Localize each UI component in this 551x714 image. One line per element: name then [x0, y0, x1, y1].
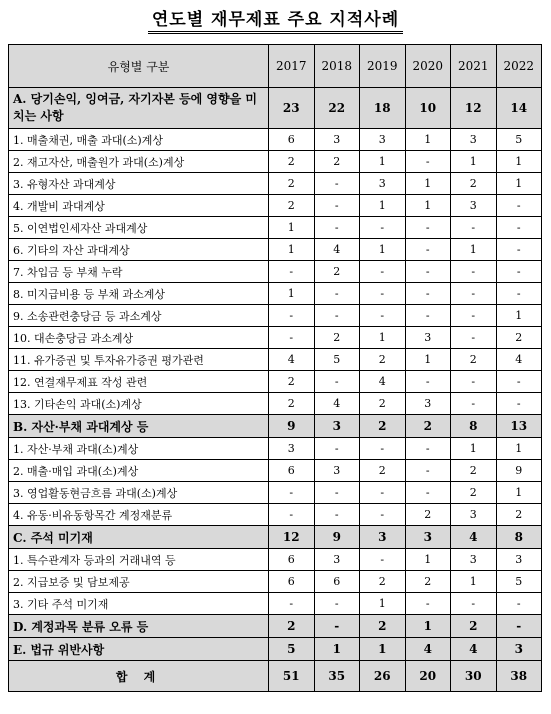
cell-value: 4 [496, 349, 542, 371]
cell-value: 6 [269, 549, 315, 571]
table-row [9, 327, 542, 349]
cell-value: 2 [451, 482, 497, 504]
cell-value: 18 [360, 88, 406, 129]
cell-value: - [451, 283, 497, 305]
cell-value: 23 [269, 88, 315, 129]
cell-value: 4 [405, 638, 451, 661]
cell-value: - [451, 305, 497, 327]
cell-value: 4 [451, 526, 497, 549]
cell-value: 2 [451, 460, 497, 482]
cell-value: 4 [314, 239, 360, 261]
row-label: 7. 차입금 등 부채 누락 [9, 261, 269, 283]
table-row [9, 438, 542, 460]
header-year: 2019 [360, 45, 406, 88]
cell-value: 20 [405, 661, 451, 692]
row-label: D. 계정과목 분류 오류 등 [9, 615, 269, 638]
row-label: E. 법규 위반사항 [9, 638, 269, 661]
row-label: 2. 재고자산, 매출원가 과대(소)계상 [9, 151, 269, 173]
cell-value: 3 [496, 549, 542, 571]
cell-value: 5 [269, 638, 315, 661]
cell-value: - [405, 482, 451, 504]
cell-value: - [314, 504, 360, 526]
row-label: 1. 매출채권, 매출 과대(소)계상 [9, 129, 269, 151]
row-label: A. 당기손익, 잉여금, 자기자본 등에 영향을 미치는 사항 [9, 88, 269, 129]
cell-value: 3 [360, 129, 406, 151]
cell-value: 9 [314, 526, 360, 549]
table-row [9, 593, 542, 615]
cell-value: 51 [269, 661, 315, 692]
cell-value: - [314, 195, 360, 217]
table-row [9, 349, 542, 371]
cell-value: 6 [269, 460, 315, 482]
table-row [9, 239, 542, 261]
row-label: 2. 지급보증 및 담보제공 [9, 571, 269, 593]
cell-value: - [314, 593, 360, 615]
row-label: C. 주석 미기재 [9, 526, 269, 549]
cell-value: 2 [496, 327, 542, 349]
cell-value: 1 [360, 195, 406, 217]
cell-value: 3 [405, 393, 451, 415]
category-row [9, 88, 542, 129]
cell-value: - [360, 549, 406, 571]
row-label: 합 계 [9, 661, 269, 692]
cell-value: - [405, 261, 451, 283]
findings-table [8, 44, 542, 692]
cell-value: 3 [314, 460, 360, 482]
cell-value: 1 [269, 283, 315, 305]
cell-value: 9 [269, 415, 315, 438]
row-label: 1. 자산·부채 과대(소)계상 [9, 438, 269, 460]
cell-value: 1 [496, 151, 542, 173]
cell-value: - [496, 261, 542, 283]
row-label: 12. 연결재무제표 작성 관련 [9, 371, 269, 393]
title-wrap [0, 0, 551, 44]
cell-value: 1 [269, 239, 315, 261]
cell-value: 1 [360, 239, 406, 261]
cell-value: - [269, 261, 315, 283]
table-row [9, 371, 542, 393]
cell-value: 2 [360, 415, 406, 438]
cell-value: - [405, 371, 451, 393]
header-year: 2022 [496, 45, 542, 88]
cell-value: 1 [451, 438, 497, 460]
cell-value: - [451, 261, 497, 283]
cell-value: 12 [451, 88, 497, 129]
cell-value: 2 [269, 615, 315, 638]
cell-value: 2 [360, 615, 406, 638]
cell-value: 1 [405, 129, 451, 151]
row-label: 4. 유동·비유동항목간 계정재분류 [9, 504, 269, 526]
cell-value: 2 [314, 151, 360, 173]
table-row [9, 195, 542, 217]
table-row [9, 217, 542, 239]
row-label: 9. 소송관련충당금 등 과소계상 [9, 305, 269, 327]
table-row [9, 283, 542, 305]
cell-value: - [360, 261, 406, 283]
cell-value: - [360, 305, 406, 327]
cell-value: - [269, 327, 315, 349]
cell-value: - [269, 593, 315, 615]
row-label: 3. 영업활동현금흐름 과대(소)계상 [9, 482, 269, 504]
cell-value: 2 [269, 151, 315, 173]
cell-value: 5 [496, 571, 542, 593]
cell-value: 1 [360, 151, 406, 173]
cell-value: 1 [360, 327, 406, 349]
cell-value: - [405, 460, 451, 482]
cell-value: - [360, 217, 406, 239]
row-label: 5. 이연법인세자산 과대계상 [9, 217, 269, 239]
cell-value: - [269, 482, 315, 504]
cell-value: 9 [496, 460, 542, 482]
cell-value: 3 [314, 415, 360, 438]
cell-value: - [451, 593, 497, 615]
row-label: 11. 유가증권 및 투자유가증권 평가관련 [9, 349, 269, 371]
cell-value: - [314, 173, 360, 195]
cell-value: 1 [314, 638, 360, 661]
cell-value: 2 [451, 349, 497, 371]
cell-value: 2 [405, 415, 451, 438]
table-row [9, 460, 542, 482]
cell-value: 2 [405, 571, 451, 593]
cell-value: 5 [314, 349, 360, 371]
row-label: 4. 개발비 과대계상 [9, 195, 269, 217]
cell-value: 8 [451, 415, 497, 438]
row-label: 8. 미지급비용 등 부채 과소계상 [9, 283, 269, 305]
cell-value: 3 [451, 504, 497, 526]
cell-value: - [496, 593, 542, 615]
cell-value: 2 [269, 173, 315, 195]
cell-value: - [496, 393, 542, 415]
cell-value: 3 [405, 526, 451, 549]
category-row [9, 615, 542, 638]
table-row [9, 504, 542, 526]
cell-value: - [314, 217, 360, 239]
cell-value: 10 [405, 88, 451, 129]
cell-value: 1 [496, 173, 542, 195]
cell-value: 3 [314, 129, 360, 151]
cell-value: 2 [405, 504, 451, 526]
cell-value: 1 [360, 593, 406, 615]
cell-value: - [496, 195, 542, 217]
row-label: 3. 기타 주석 미기재 [9, 593, 269, 615]
cell-value: - [360, 438, 406, 460]
cell-value: - [314, 615, 360, 638]
cell-value: - [451, 371, 497, 393]
cell-value: - [405, 438, 451, 460]
row-label: 10. 대손충당금 과소계상 [9, 327, 269, 349]
cell-value: 2 [360, 349, 406, 371]
cell-value: 2 [451, 615, 497, 638]
cell-value: 2 [360, 571, 406, 593]
cell-value: 1 [496, 482, 542, 504]
header-row [9, 45, 542, 88]
cell-value: 3 [496, 638, 542, 661]
row-label: 6. 기타의 자산 과대계상 [9, 239, 269, 261]
cell-value: 13 [496, 415, 542, 438]
cell-value: 3 [360, 526, 406, 549]
cell-value: 2 [269, 371, 315, 393]
cell-value: 6 [269, 129, 315, 151]
cell-value: - [360, 283, 406, 305]
cell-value: - [496, 283, 542, 305]
table-row [9, 549, 542, 571]
table-row [9, 571, 542, 593]
row-label: 3. 유형자산 과대계상 [9, 173, 269, 195]
cell-value: 6 [314, 571, 360, 593]
cell-value: 3 [451, 195, 497, 217]
cell-value: 1 [496, 438, 542, 460]
cell-value: 3 [405, 327, 451, 349]
cell-value: 5 [496, 129, 542, 151]
cell-value: - [405, 217, 451, 239]
total-row [9, 661, 542, 692]
table-row [9, 305, 542, 327]
cell-value: 3 [360, 173, 406, 195]
cell-value: - [451, 217, 497, 239]
table-row [9, 482, 542, 504]
row-label: B. 자산·부채 과대계상 등 [9, 415, 269, 438]
cell-value: 2 [360, 393, 406, 415]
cell-value: - [405, 305, 451, 327]
cell-value: - [496, 239, 542, 261]
cell-value: 2 [360, 460, 406, 482]
cell-value: - [360, 504, 406, 526]
header-category-label: 유형별 구분 [9, 45, 269, 88]
cell-value: - [360, 482, 406, 504]
cell-value: 2 [451, 173, 497, 195]
cell-value: 2 [496, 504, 542, 526]
cell-value: - [314, 283, 360, 305]
cell-value: - [314, 482, 360, 504]
page-title: 연도별 재무제표 주요 지적사례 [148, 10, 403, 34]
row-label: 2. 매출·매입 과대(소)계상 [9, 460, 269, 482]
cell-value: - [314, 305, 360, 327]
cell-value: 2 [269, 195, 315, 217]
cell-value: - [405, 593, 451, 615]
row-label: 1. 특수관계자 등과의 거래내역 등 [9, 549, 269, 571]
cell-value: 3 [451, 129, 497, 151]
table-row [9, 393, 542, 415]
cell-value: 30 [451, 661, 497, 692]
header-year: 2020 [405, 45, 451, 88]
cell-value: - [269, 504, 315, 526]
cell-value: 26 [360, 661, 406, 692]
cell-value: 1 [451, 571, 497, 593]
cell-value: 4 [360, 371, 406, 393]
cell-value: 38 [496, 661, 542, 692]
cell-value: 22 [314, 88, 360, 129]
table-row [9, 129, 542, 151]
cell-value: 1 [405, 195, 451, 217]
cell-value: 2 [269, 393, 315, 415]
cell-value: - [405, 239, 451, 261]
cell-value: - [496, 371, 542, 393]
table-row [9, 261, 542, 283]
cell-value: - [451, 327, 497, 349]
cell-value: 35 [314, 661, 360, 692]
cell-value: 1 [269, 217, 315, 239]
category-row [9, 415, 542, 438]
cell-value: - [405, 151, 451, 173]
cell-value: - [314, 371, 360, 393]
cell-value: 1 [496, 305, 542, 327]
cell-value: 4 [451, 638, 497, 661]
category-row [9, 638, 542, 661]
cell-value: - [496, 615, 542, 638]
table-body [9, 88, 542, 692]
cell-value: 6 [269, 571, 315, 593]
cell-value: 3 [269, 438, 315, 460]
cell-value: 1 [451, 239, 497, 261]
cell-value: - [451, 393, 497, 415]
cell-value: 1 [405, 349, 451, 371]
cell-value: 12 [269, 526, 315, 549]
header-year: 2021 [451, 45, 497, 88]
cell-value: 3 [314, 549, 360, 571]
cell-value: - [496, 217, 542, 239]
cell-value: 2 [314, 327, 360, 349]
row-label: 13. 기타손익 과대(소)계상 [9, 393, 269, 415]
cell-value: - [269, 305, 315, 327]
cell-value: 1 [405, 615, 451, 638]
cell-value: 1 [405, 173, 451, 195]
cell-value: 14 [496, 88, 542, 129]
cell-value: - [314, 438, 360, 460]
cell-value: 4 [269, 349, 315, 371]
cell-value: 1 [405, 549, 451, 571]
cell-value: 2 [314, 261, 360, 283]
table-row [9, 151, 542, 173]
cell-value: 8 [496, 526, 542, 549]
table-row [9, 173, 542, 195]
cell-value: - [405, 283, 451, 305]
header-year: 2018 [314, 45, 360, 88]
cell-value: 1 [360, 638, 406, 661]
header-year: 2017 [269, 45, 315, 88]
cell-value: 4 [314, 393, 360, 415]
category-row [9, 526, 542, 549]
cell-value: 1 [451, 151, 497, 173]
cell-value: 3 [451, 549, 497, 571]
